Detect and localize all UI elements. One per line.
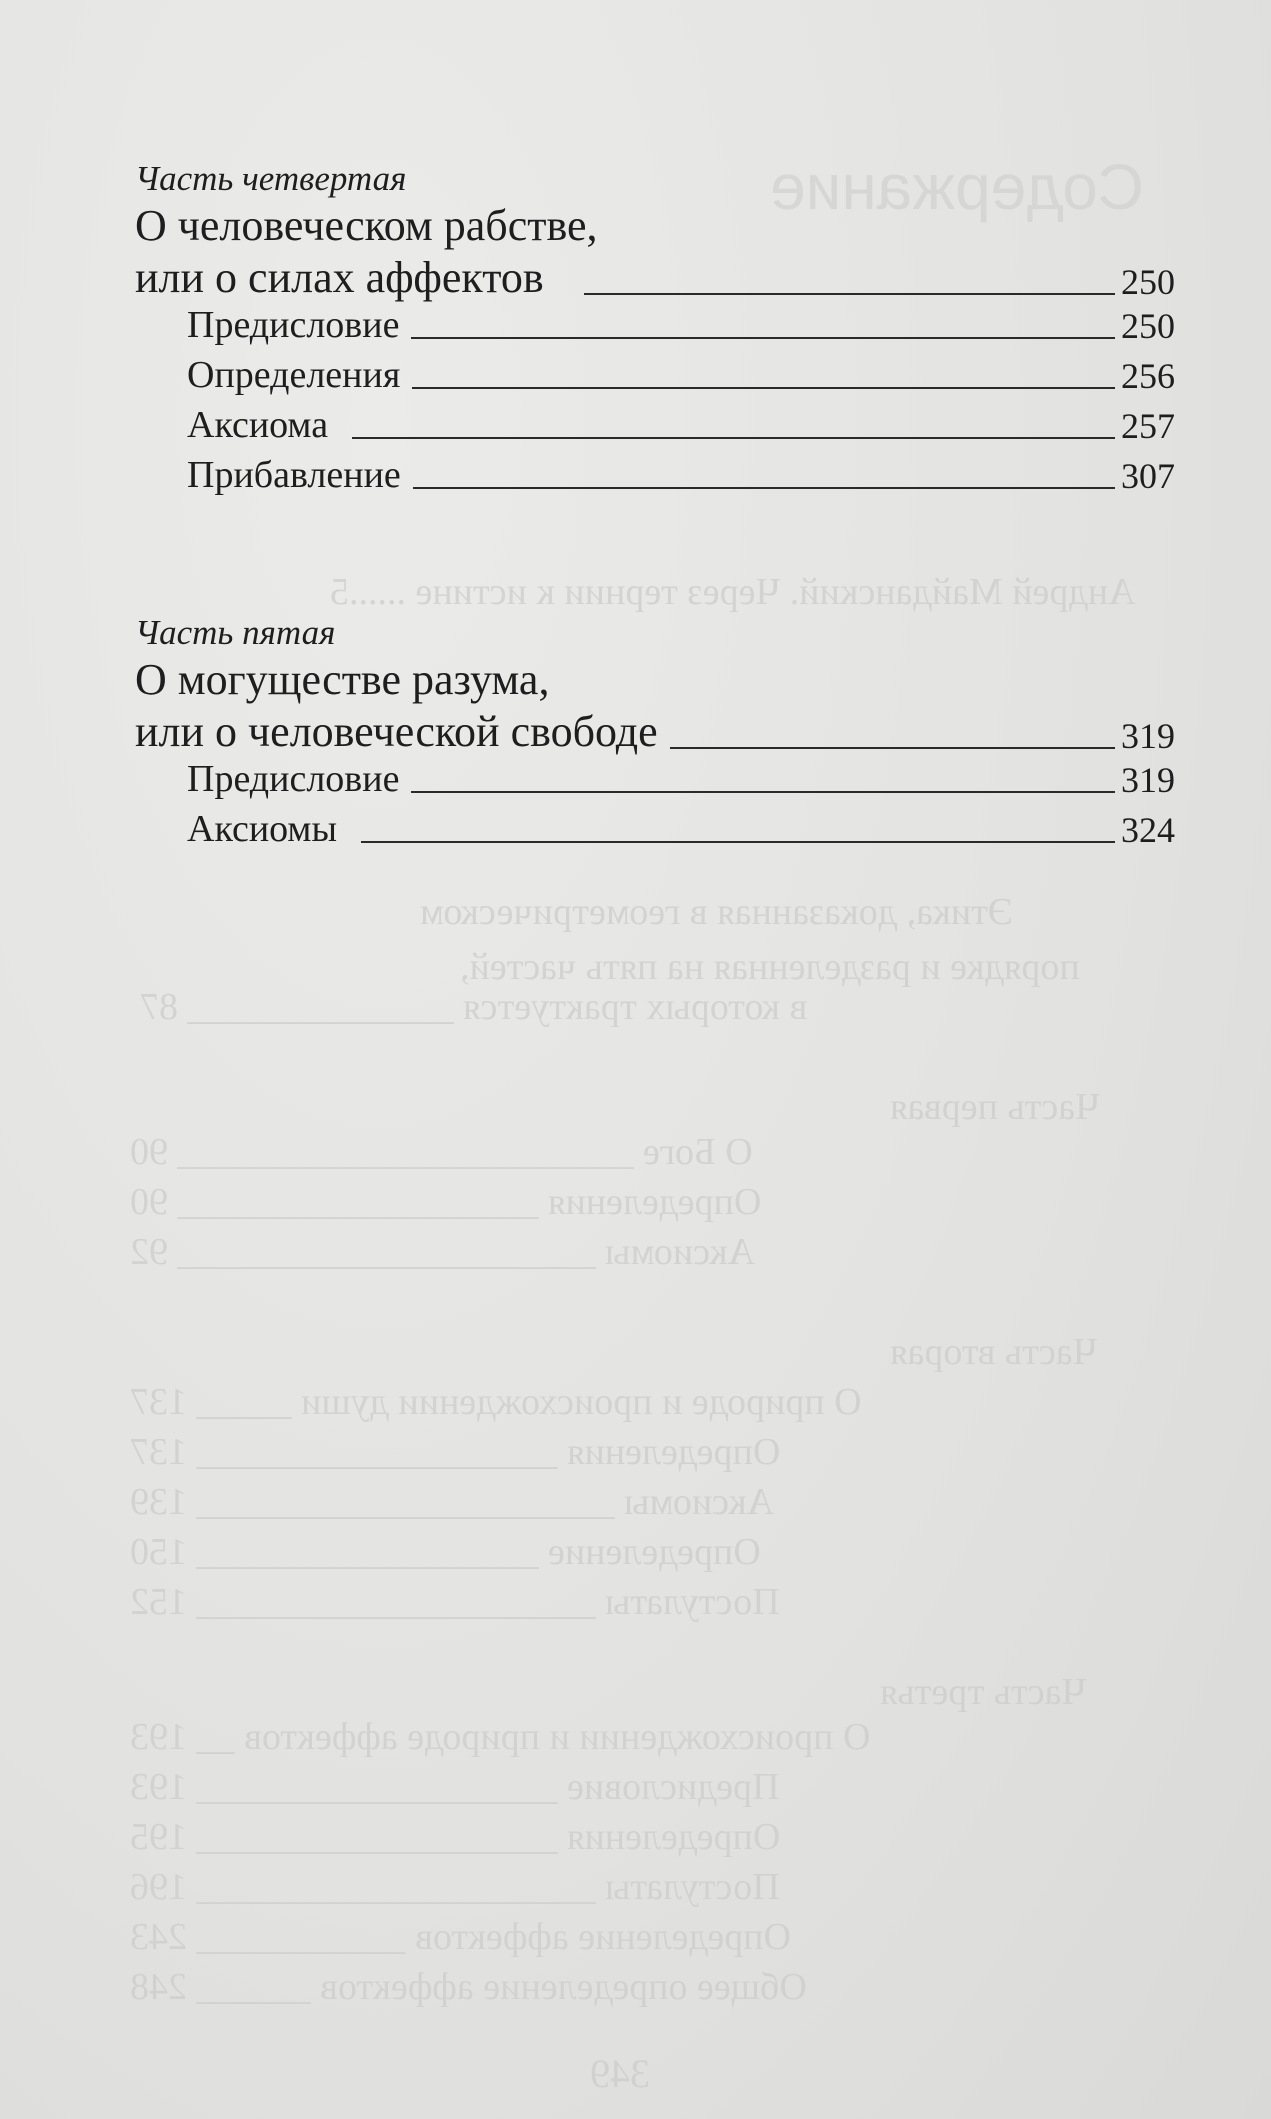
- show-through-decoration: О происхождении и природе аффектов __ 193: [130, 1716, 871, 1758]
- dot-leader: [352, 436, 1115, 439]
- entry-label: Предисловие: [187, 758, 400, 800]
- dot-leader: [361, 840, 1115, 843]
- dot-leader: [584, 292, 1115, 295]
- dot-leader: [411, 336, 1115, 339]
- show-through-decoration: Постулаты _____________________ 152: [130, 1581, 780, 1623]
- dot-leader: [413, 486, 1115, 489]
- page-number: 319: [1121, 760, 1175, 800]
- page-number: 256: [1121, 356, 1175, 396]
- toc-entry[interactable]: [187, 453, 1175, 497]
- entry-label: Определения: [187, 354, 401, 396]
- entry-label: Прибавление: [187, 454, 401, 496]
- toc-section-part-four: [135, 158, 1175, 538]
- part-title-line: О могуществе разума,: [135, 655, 550, 704]
- dot-leader: [670, 746, 1115, 749]
- show-through-decoration: Часть вторая: [890, 1331, 1098, 1373]
- show-through-decoration: Общее определение аффектов ______ 248: [130, 1966, 807, 2008]
- part-title-line: О человеческом рабстве,: [135, 201, 598, 250]
- page-number: 307: [1121, 456, 1175, 496]
- toc-section-part-five: [135, 612, 1175, 892]
- show-through-decoration: Постулаты _____________________ 196: [130, 1866, 780, 1908]
- show-through-decoration: Определения ___________________ 90: [130, 1181, 762, 1223]
- show-through-decoration: Аксиомы ______________________ 139: [130, 1481, 775, 1523]
- toc-entry[interactable]: [187, 353, 1175, 397]
- toc-entry[interactable]: [187, 757, 1175, 801]
- dot-leader: [411, 790, 1115, 793]
- page-number: 250: [1121, 262, 1175, 302]
- show-through-decoration: О природе и происхождении души _____ 137: [130, 1381, 862, 1423]
- show-through-decoration: О Боге ________________________ 90: [130, 1131, 753, 1173]
- show-through-decoration: Определения ___________________ 137: [130, 1431, 781, 1473]
- show-through-decoration: Предисловие ___________________ 193: [130, 1766, 780, 1808]
- page-number: 319: [1121, 716, 1175, 756]
- show-through-decoration: Определение аффектов ___________ 243: [130, 1916, 791, 1958]
- show-through-decoration: 349: [590, 2051, 650, 2096]
- show-through-decoration: Часть третья: [880, 1671, 1087, 1713]
- show-through-decoration: Определение __________________ 150: [130, 1531, 761, 1573]
- show-through-decoration: порядке и разделенная на пять частей,: [460, 946, 1080, 988]
- entry-label: Аксиома: [187, 404, 329, 446]
- show-through-decoration: Часть первая: [890, 1086, 1100, 1128]
- toc-entry[interactable]: [187, 303, 1175, 347]
- page-number: 324: [1121, 810, 1175, 850]
- page-number: 257: [1121, 406, 1175, 446]
- toc-entry[interactable]: [187, 807, 1175, 851]
- show-through-decoration: в которых трактуется ______________ 87: [140, 986, 808, 1028]
- dot-leader: [412, 386, 1115, 389]
- part-label: Часть пятая: [135, 613, 336, 652]
- show-through-decoration: Андрей Майданский. Через тернии к истине ......5: [330, 571, 1136, 613]
- show-through-decoration: Содержание: [770, 151, 1145, 223]
- toc-entry-part-title[interactable]: [135, 706, 1175, 757]
- toc-entry[interactable]: [187, 403, 1175, 447]
- show-through-decoration: Определения ___________________ 195: [130, 1816, 781, 1858]
- part-label: Часть четвертая: [135, 159, 407, 198]
- entry-label: Аксиомы: [187, 808, 338, 850]
- show-through-decoration: Этика, доказанная в геометрическом: [420, 891, 1013, 933]
- page-number: 250: [1121, 306, 1175, 346]
- show-through-decoration: Аксиомы ______________________ 92: [130, 1231, 756, 1273]
- toc-entry-part-title[interactable]: [135, 252, 1175, 303]
- part-title-line: или о силах аффектов: [135, 253, 544, 302]
- part-title-line: или о человеческой свободе: [135, 707, 658, 756]
- entry-label: Предисловие: [187, 304, 400, 346]
